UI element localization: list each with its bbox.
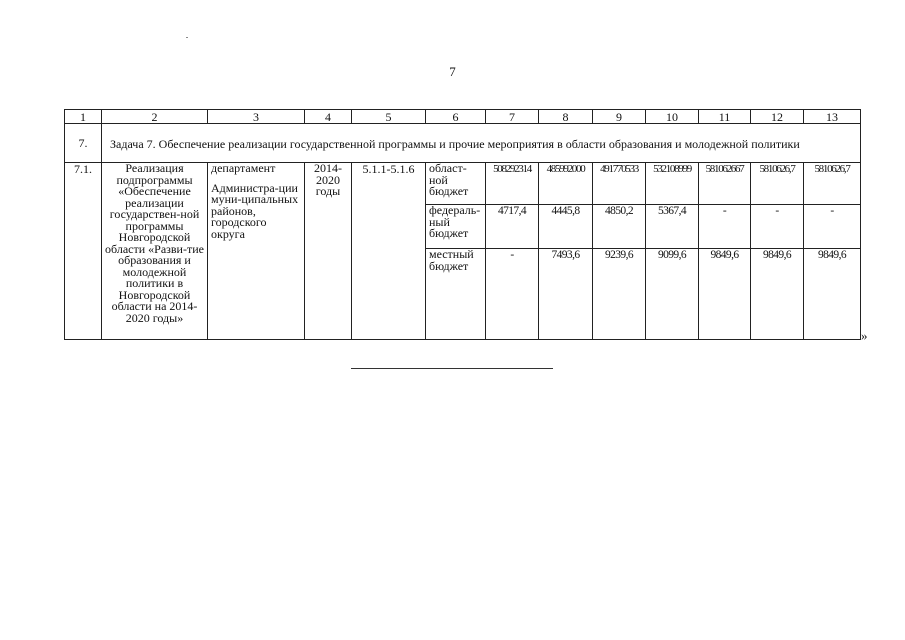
budget-value: 9849,6 xyxy=(751,249,804,340)
column-number: 11 xyxy=(699,110,751,124)
column-number: 1 xyxy=(65,110,102,124)
budget-value: 5367,4 xyxy=(646,205,699,249)
divider-line xyxy=(351,368,553,369)
program-table xyxy=(64,109,861,340)
budget-value: 4445,8 xyxy=(539,205,593,249)
period-years: 2014-2020 годы xyxy=(305,163,352,340)
budget-value: 485992000 xyxy=(539,163,593,205)
column-number: 4 xyxy=(305,110,352,124)
task-row xyxy=(65,124,861,163)
executor-secondary: Администра-ции муни-ципальных районов, городского округа xyxy=(211,180,299,241)
activity-name: Реализация подпрограммы «Обеспечение реализации государствен-ной программы Новгородской области «Разви-тие образования и молодежной политики в Новгородской области на 2014-2020 годы» xyxy=(102,163,208,340)
column-number: 13 xyxy=(804,110,861,124)
column-number: 9 xyxy=(593,110,646,124)
table-row xyxy=(65,163,861,205)
column-number: 5 xyxy=(352,110,426,124)
column-number: 12 xyxy=(751,110,804,124)
budget-value: - xyxy=(751,205,804,249)
budget-value: 508292314 xyxy=(486,163,539,205)
budget-value: - xyxy=(699,205,751,249)
executor-primary: департамент xyxy=(211,162,276,175)
column-number: 2 xyxy=(102,110,208,124)
budget-value: 5810626,7 xyxy=(804,163,861,205)
budget-value: 9849,6 xyxy=(804,249,861,340)
column-number: 10 xyxy=(646,110,699,124)
budget-value: 4850,2 xyxy=(593,205,646,249)
column-number: 7 xyxy=(486,110,539,124)
budget-value: 491770533 xyxy=(593,163,646,205)
funding-source: област-ной бюджет xyxy=(426,163,486,205)
page-number: 7 xyxy=(449,64,456,79)
budget-value: 7493,6 xyxy=(539,249,593,340)
budget-value: 9099,6 xyxy=(646,249,699,340)
column-number: 3 xyxy=(208,110,305,124)
budget-value: 532108999 xyxy=(646,163,699,205)
scan-speck xyxy=(186,37,188,38)
closing-quote: » xyxy=(861,328,868,343)
task-number: 7. xyxy=(65,124,102,163)
column-number-row xyxy=(65,110,861,124)
budget-value: 9849,6 xyxy=(699,249,751,340)
budget-value: 581062667 xyxy=(699,163,751,205)
funding-source: федераль-ный бюджет xyxy=(426,205,486,249)
budget-value: - xyxy=(486,249,539,340)
column-number: 6 xyxy=(426,110,486,124)
budget-value: 5810626,7 xyxy=(751,163,804,205)
budget-value: 4717,4 xyxy=(486,205,539,249)
executor-cell xyxy=(208,163,305,340)
funding-source: местный бюджет xyxy=(426,249,486,340)
indicator-codes: 5.1.1-5.1.6 xyxy=(352,163,426,340)
task-title: Задача 7. Обеспечение реализации государственной программы и прочие мероприятия в области образования и молодежной политики xyxy=(102,124,861,163)
budget-value: - xyxy=(804,205,861,249)
row-number: 7.1. xyxy=(65,163,102,340)
budget-value: 9239,6 xyxy=(593,249,646,340)
column-number: 8 xyxy=(539,110,593,124)
